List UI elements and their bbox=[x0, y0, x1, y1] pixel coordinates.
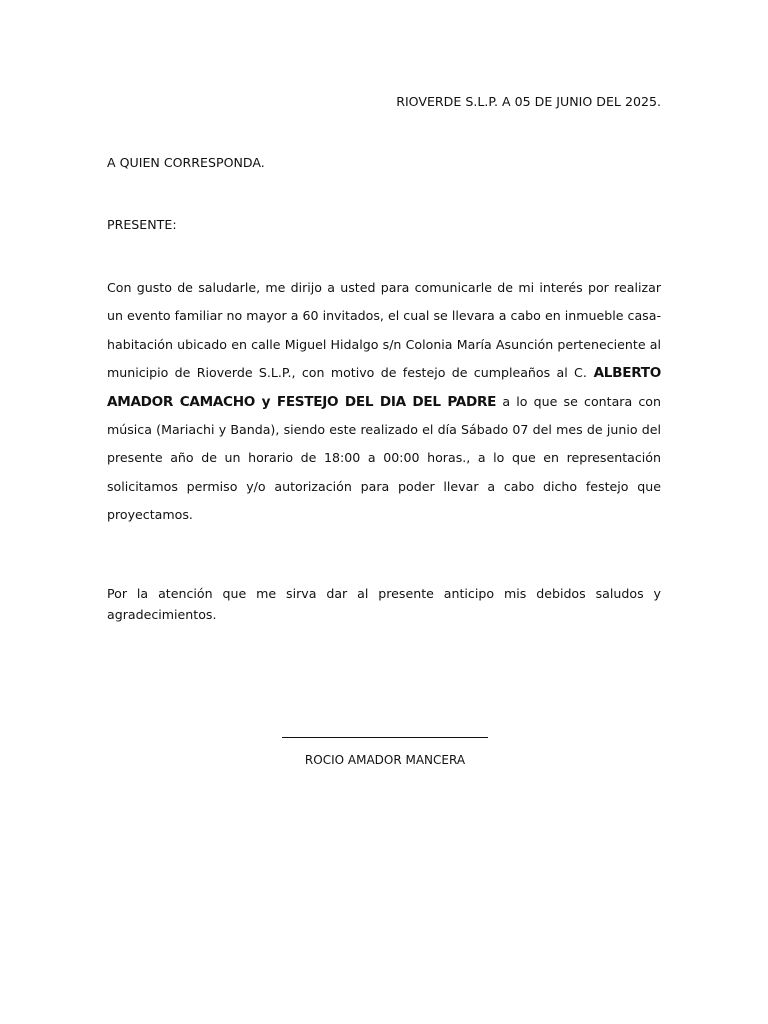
body-honorific: C. bbox=[574, 365, 587, 381]
greeting: PRESENTE: bbox=[107, 217, 177, 232]
body-text-part-2: a lo que se contara con música (Mariachi y Banda), siendo este realizado el día Sábado 07 del mes de junio del presente año de un horario de 18:00 a 00:00 horas., a lo que en representación solicitamos permiso y/o autorización para poder llevar a cabo dicho festejo que proyectamos. bbox=[107, 393, 661, 523]
addressee: A QUIEN CORRESPONDA. bbox=[107, 155, 265, 170]
closing-paragraph: Por la atención que me sirva dar al presente anticipo mis debidos saludos y agradecimientos. bbox=[107, 586, 661, 622]
body-bold-name: ALBERTO AMADOR CAMACHO y FESTEJO DEL DIA DEL PADRE bbox=[107, 365, 661, 410]
place-date: RIOVERDE S.L.P. A 05 DE JUNIO DEL 2025. bbox=[396, 94, 661, 109]
signer-name: ROCIO AMADOR MANCERA bbox=[304, 753, 466, 767]
signature-line bbox=[282, 737, 488, 738]
letter-body bbox=[107, 274, 661, 530]
body-text-part-1: Con gusto de saludarle, me dirijo a usted para comunicarle de mi interés por realizar un evento familiar no mayor a 60 invitados, el cual se llevara a cabo en inmueble casa-habitación ubicado en calle Miguel Hidalgo s/n Colonia María Asunción perteneciente al municipio de Rioverde S.L.P., con motivo de festejo de cumpleaños al bbox=[107, 280, 661, 381]
